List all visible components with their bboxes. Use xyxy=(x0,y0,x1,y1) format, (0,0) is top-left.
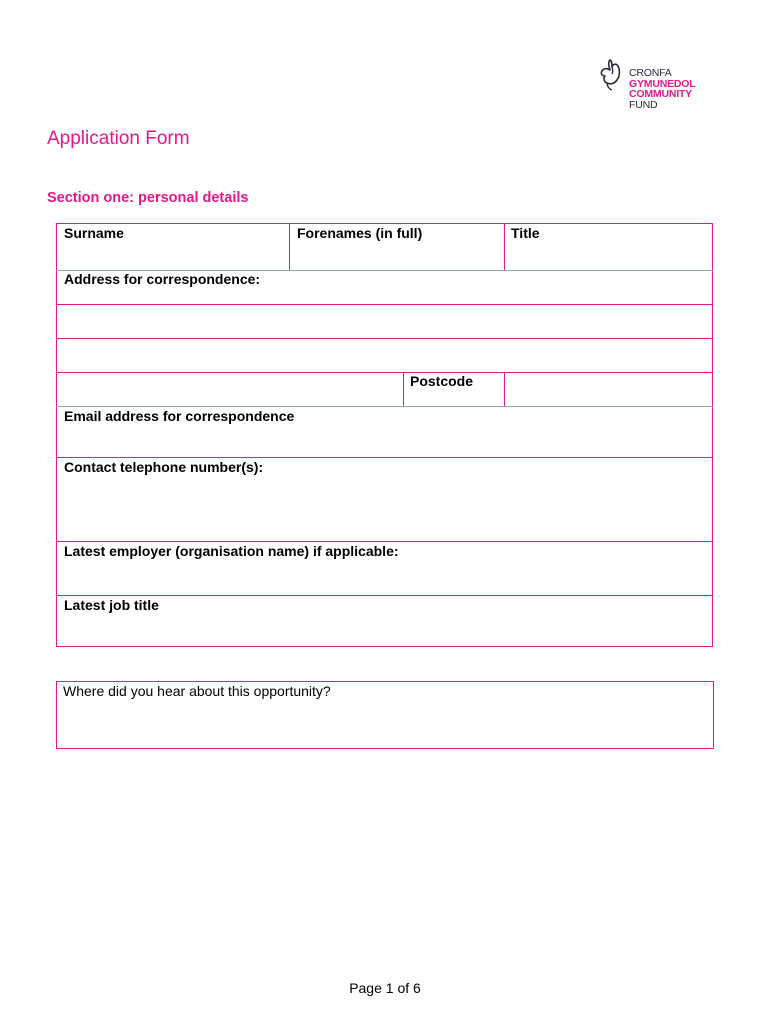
logo-line-3: COMMUNITY xyxy=(629,88,692,100)
address-label: Address for correspondence: xyxy=(64,271,261,287)
logo-line-2: GYMUNEDOL xyxy=(629,77,696,90)
postcode-label: Postcode xyxy=(410,373,474,389)
hear-about-label: Where did you hear about this opportunity? xyxy=(63,683,331,699)
email-label: Email address for correspondence xyxy=(64,408,295,424)
surname-label: Surname xyxy=(64,225,124,241)
address-line-3-field[interactable] xyxy=(57,339,712,372)
address-line-2-field[interactable] xyxy=(57,305,712,338)
title-label: Title xyxy=(511,225,540,241)
forenames-label: Forenames (in full) xyxy=(297,225,423,241)
crossed-fingers-icon xyxy=(598,58,628,92)
community-fund-logo xyxy=(598,58,716,116)
postcode-field[interactable] xyxy=(505,373,712,406)
page-number: Page 1 of 6 xyxy=(349,980,421,996)
logo-line-4: FUND xyxy=(629,98,658,111)
phone-label: Contact telephone number(s): xyxy=(64,459,264,475)
page-title: Application Form xyxy=(47,128,190,149)
logo-line-1: CRONFA xyxy=(629,67,672,79)
employer-label: Latest employer (organisation name) if applicable: xyxy=(64,543,399,559)
section-title: Section one: personal details xyxy=(47,190,249,206)
address-line-4-field[interactable] xyxy=(57,373,403,406)
job-title-label: Latest job title xyxy=(64,597,159,613)
